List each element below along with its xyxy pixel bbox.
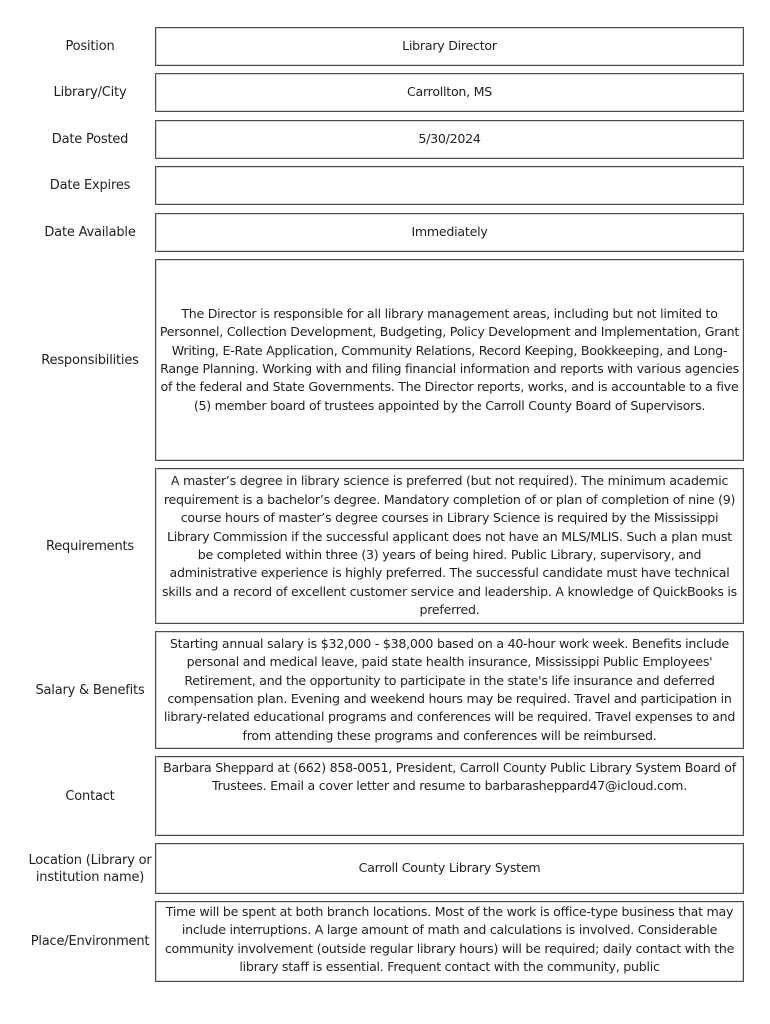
date-expires-field[interactable]: [155, 166, 744, 205]
salary-benefits-field[interactable]: Starting annual salary is $32,000 - $38,000 based on a 40-hour work week. Benefits include personal and medical leave, paid state health insurance, Mississippi Public Employees' Retirement, and the opportunity to participate in the state's life insurance and deferred compensation plan. Evening and weekend hours may be required. Travel and participation in library-related educational programs and conferences will be required. Travel expenses to and from attending these programs and conferences will be reimbursed.: [155, 631, 744, 749]
date-posted-label: Date Posted: [51, 132, 129, 147]
position-field[interactable]: Library Director: [155, 27, 744, 66]
row-responsibilities: [0, 259, 770, 461]
date-expires-label: Date Expires: [49, 178, 131, 193]
salary-benefits-label: Salary & Benefits: [35, 682, 145, 698]
date-available-field[interactable]: Immediately: [155, 213, 744, 252]
row-requirements: [0, 468, 770, 624]
location-field[interactable]: Carroll County Library System: [155, 843, 744, 894]
position-label: Position: [65, 39, 115, 54]
date-available-label: Date Available: [44, 225, 136, 240]
row-library-city: [0, 73, 770, 112]
row-salary-benefits: [0, 631, 770, 749]
responsibilities-label: Responsibilities: [41, 352, 139, 368]
row-position: [0, 27, 770, 66]
requirements-field[interactable]: A master’s degree in library science is preferred (but not required). The minimum academic requirement is a bachelor’s degree. Mandatory completion of or plan of completion of nine (9) course hours of master’s degree courses in Library Science is required by the Mississippi Library Commission if the successful applicant does not have an MLS/MLIS. Such a plan must be completed within three (3) years of being hired. Public Library, supervisory, and administrative experience is highly preferred. The successful candidate must have technical skills and a record of excellent customer service and leadership. A knowledge of QuickBooks is preferred.: [155, 468, 744, 624]
contact-label: Contact: [65, 788, 115, 804]
requirements-label: Requirements: [46, 538, 134, 554]
row-location: [0, 843, 770, 894]
row-date-expires: [0, 166, 770, 205]
row-place-environment: [0, 901, 770, 982]
place-environment-label: Place/Environment: [30, 934, 150, 949]
row-contact: [0, 756, 770, 836]
location-label: Location (Library or institution name): [28, 852, 152, 885]
row-date-available: [0, 213, 770, 252]
contact-field[interactable]: Barbara Sheppard at (662) 858-0051, President, Carroll County Public Library System Board of Trustees. Email a cover letter and resume to barbarasheppard47@icloud.com.: [155, 756, 744, 836]
row-date-posted: [0, 120, 770, 159]
date-posted-field[interactable]: 5/30/2024: [155, 120, 744, 159]
responsibilities-field[interactable]: The Director is responsible for all library management areas, including but not limited to Personnel, Collection Development, Budgeting, Policy Development and Implementation, Grant Writing, E-Rate Application, Community Relations, Record Keeping, Bookkeeping, and Long-Range Planning. Working with and filing financial information and reports with various agencies of the federal and State Governments. The Director reports, works, and is accountable to a five (5) member board of trustees appointed by the Carroll County Board of Supervisors.: [155, 259, 744, 461]
place-environment-field[interactable]: Time will be spent at both branch locations. Most of the work is office-type business that may include interruptions. A large amount of math and calculations is involved. Considerable community involvement (outside regular library hours) will be required; daily contact with the library staff is essential. Frequent contact with the community, public: [155, 901, 744, 982]
library-city-label: Library/City: [53, 85, 127, 100]
library-city-field[interactable]: Carrollton, MS: [155, 73, 744, 112]
